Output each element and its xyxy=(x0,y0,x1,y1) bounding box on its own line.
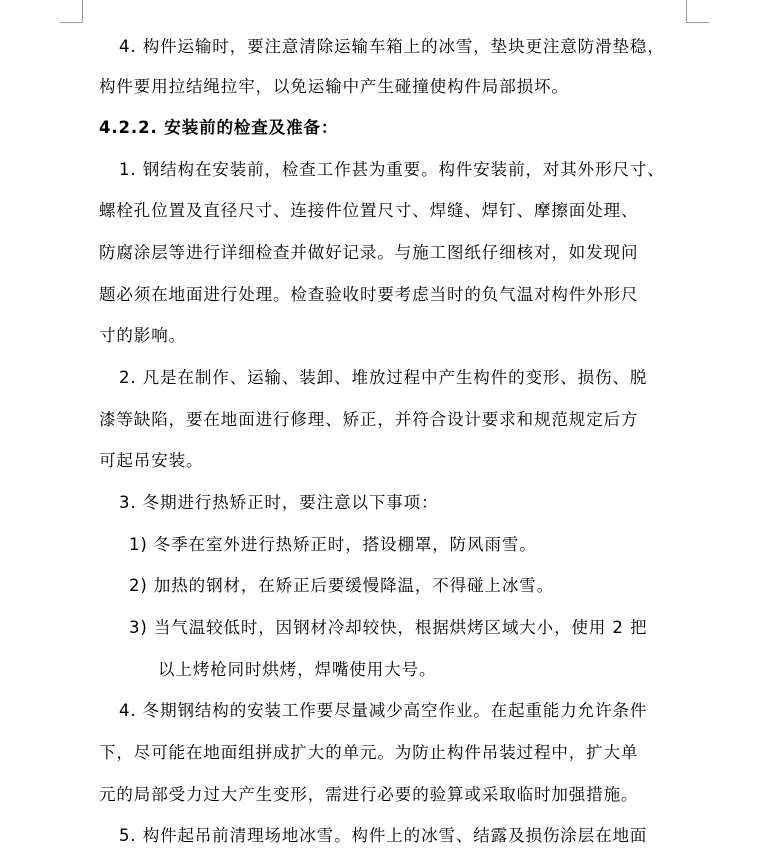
paragraph-line: 元的局部受力过大产生变形，需进行必要的验算或采取临时加强措施。 xyxy=(99,785,639,804)
paragraph-line: 螺栓孔位置及直径尺寸、连接件位置尺寸、焊缝、焊钉、摩擦面处理、 xyxy=(99,201,639,220)
paragraph-line: 3. 冬期进行热矫正时，要注意以下事项： xyxy=(119,493,439,512)
list-item-line: 2) 加热的钢材，在矫正后要缓慢降温，不得碰上冰雪。 xyxy=(129,576,555,595)
paragraph-line: 下，尽可能在地面组拼成扩大的单元。为防止构件吊装过程中，扩大单 xyxy=(99,743,639,762)
paragraph-line: 2. 凡是在制作、运输、装卸、堆放过程中产生构件的变形、损伤、脱 xyxy=(119,368,648,387)
paragraph-line: 构件要用拉结绳拉牢，以免运输中产生碰撞使构件局部损坏。 xyxy=(99,77,569,96)
paragraph-line: 1. 钢结构在安装前，检查工作甚为重要。构件安装前，对其外形尺寸、 xyxy=(119,160,665,179)
paragraph-line: 寸的影响。 xyxy=(99,326,186,345)
paragraph-line: 4. 构件运输时，要注意清除运输车箱上的冰雪，垫块更注意防滑垫稳， xyxy=(119,37,665,56)
paragraph-line: 可起吊安装。 xyxy=(99,451,204,470)
paragraph-line: 题必须在地面进行处理。检查验收时要考虑当时的负气温对构件外形尺 xyxy=(99,285,639,304)
paragraph-line: 漆等缺陷，要在地面进行修理、矫正，并符合设计要求和规范规定后方 xyxy=(99,410,639,429)
paragraph-line: 5. 构件起吊前清理场地冰雪。构件上的冰雪、结露及损伤涂层在地面 xyxy=(119,826,648,845)
paragraph-line: 防腐涂层等进行详细检查并做好记录。与施工图纸仔细核对，如发现问 xyxy=(99,243,639,262)
list-item-line: 以上烤枪同时烘烤，焊嘴使用大号。 xyxy=(158,660,437,679)
section-heading: 4.2.2. 安装前的检查及准备： xyxy=(99,118,339,137)
paragraph-line: 4. 冬期钢结构的安装工作要尽量减少高空作业。在起重能力允许条件 xyxy=(119,701,648,720)
list-item-line: 1) 冬季在室外进行热矫正时，搭设棚罩，防风雨雪。 xyxy=(129,535,537,554)
list-item-line: 3) 当气温较低时，因钢材冷却较快，根据烘烤区域大小，使用 2 把 xyxy=(129,618,648,637)
